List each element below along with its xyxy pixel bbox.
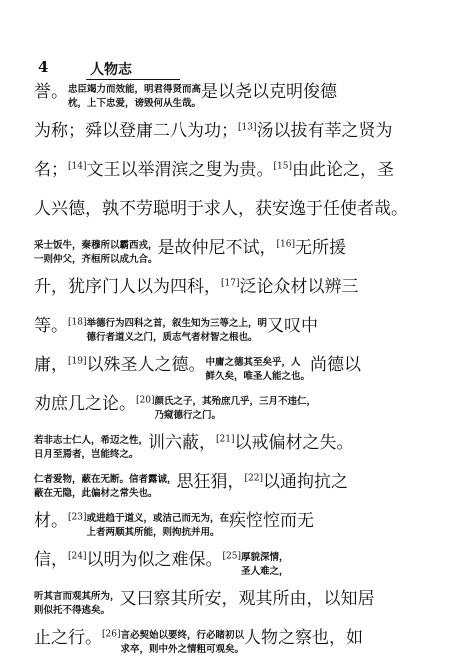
main-text: 由此论之，圣 (291, 160, 394, 180)
main-text: 人物之察也，如 (244, 628, 363, 648)
main-text: 劝庶几之论。 (34, 394, 136, 414)
main-text: 以明为似之难保。 (86, 550, 223, 570)
text-line (34, 317, 419, 353)
main-text: 材。 (34, 511, 68, 531)
text-line (34, 356, 419, 392)
main-text: 升，犹序门人以为四科， (34, 277, 221, 297)
main-text: 以戒偏材之失。 (234, 433, 354, 453)
header-underline (86, 79, 180, 80)
annotation-line: 枕，上下忠爱，谤毁何从生哉。 (68, 98, 202, 109)
main-text: 无所援 (295, 238, 346, 258)
running-title: 人物志 (90, 62, 132, 78)
annotation (154, 395, 316, 423)
main-text: 是故仲尼不试， (157, 238, 277, 258)
annotation-line: 鲜久矣，唯圣人能之也。 (205, 371, 310, 382)
annotation-line: 乃窥德行之门。 (154, 410, 221, 421)
annotation-line: 厚貌深情， (240, 552, 289, 563)
annotation (86, 512, 229, 540)
main-text: 训六蔽， (148, 433, 217, 453)
footnote-ref: [15] (273, 161, 292, 172)
main-text: 庸， (34, 355, 68, 375)
main-text: 以通拘抗之 (263, 472, 348, 492)
footnote-ref: [19] (68, 356, 87, 367)
annotation-line: 若非志士仁人，希迈之性， (34, 435, 149, 446)
footnote-ref: [13] (238, 122, 257, 133)
main-text: 为称；舜以登庸二八为功； (34, 121, 238, 141)
text-line (34, 83, 419, 119)
main-text: 名； (34, 160, 68, 180)
main-text: 又曰察其所安，观其所由，以知居 (119, 589, 375, 609)
annotation (241, 551, 289, 579)
annotation-line: 言必契始以要终，行必睹初以 (120, 630, 244, 641)
footnote-ref: [25] (222, 551, 241, 562)
text-line (34, 590, 419, 626)
text-line (34, 551, 419, 587)
text-line (34, 200, 419, 236)
annotation (68, 83, 201, 111)
main-text: 人兴德，孰不劳聪明于求人，获安逸于任使者哉。 (34, 199, 408, 219)
footnote-ref: [16] (276, 239, 295, 250)
annotation (205, 356, 310, 384)
main-text: 泛论众材以辨三 (239, 277, 359, 297)
annotation-line: 蔽在无隐，此偏材之常失也。 (34, 488, 158, 499)
annotation-line: 中庸之德其至矣乎，人 (205, 357, 301, 368)
main-text: 汤以拔有莘之贤为 (256, 121, 393, 141)
footnote-ref: [14] (68, 161, 87, 172)
annotation (120, 629, 244, 657)
main-text: 誉。 (34, 82, 68, 102)
text-line (34, 395, 419, 431)
footnote-ref: [26] (102, 629, 121, 640)
annotation-line: 仁者爱物，蔽在无断。信者露诚， (34, 474, 177, 485)
annotation (34, 590, 120, 618)
main-text: 以殊圣人之德。 (86, 355, 206, 375)
main-text: 等。 (34, 316, 68, 336)
main-text: 又叹中 (267, 316, 318, 336)
annotation-line: 圣人难之， (240, 566, 289, 577)
text-line (34, 161, 419, 197)
annotation-line: 德行者道义之门，质志气者材智之根也。 (86, 332, 258, 343)
text-line (34, 512, 419, 548)
annotation-line: 或进趋于道义，或洁己而无为，在 (86, 513, 229, 524)
annotation-line: 上者两顺其所能，则拘抗并用。 (86, 527, 220, 538)
annotation-line: 忠臣竭力而效能，明君得贤而高 (68, 84, 202, 95)
footnote-ref: [17] (221, 278, 240, 289)
main-text: 尚德以 (310, 355, 361, 375)
annotation-line: 颜氏之子，其殆庶几乎，三月不违仁， (154, 396, 316, 407)
annotation (34, 239, 158, 267)
annotation (34, 473, 177, 501)
text-line (34, 629, 419, 665)
text-line (34, 473, 419, 509)
text-line (34, 239, 419, 275)
main-text: 是以尧以克明俊德 (201, 82, 338, 102)
text-line (34, 122, 419, 158)
footnote-ref: [24] (68, 551, 87, 562)
annotation-line: 则似托不得逃矣。 (34, 605, 111, 616)
footnote-ref: [23] (68, 512, 87, 523)
page-number: 4 (38, 58, 49, 76)
annotation-line: 采士饭牛，秦穆所以霸西戎， (34, 240, 158, 251)
text-line (34, 434, 419, 470)
main-text: 文王以举渭滨之叟为贵。 (86, 160, 274, 180)
annotation (34, 434, 148, 462)
main-text: 思狂狷， (176, 472, 245, 492)
main-text: 信， (34, 550, 68, 570)
footnote-ref: [18] (68, 317, 87, 328)
annotation-line: 举德行为四科之首，叙生知为三等之上，明 (86, 318, 267, 329)
footnote-ref: [22] (244, 473, 263, 484)
annotation (86, 317, 267, 345)
annotation-line: 求卒，则中外之情粗可观矣。 (120, 644, 244, 655)
annotation-line: 一则仲父，齐桓所以成九合。 (34, 254, 158, 265)
footnote-ref: [21] (216, 434, 235, 445)
main-text: 疾悾悾而无 (229, 511, 314, 531)
text-line (34, 278, 419, 314)
page-header (38, 58, 418, 82)
main-text: 止之行。 (34, 628, 102, 648)
annotation-line: 日月至焉者，岂能终之。 (34, 449, 139, 460)
footnote-ref: [20] (136, 395, 155, 406)
body-text (34, 83, 419, 668)
annotation-line: 听其言而观其所为， (34, 591, 120, 602)
